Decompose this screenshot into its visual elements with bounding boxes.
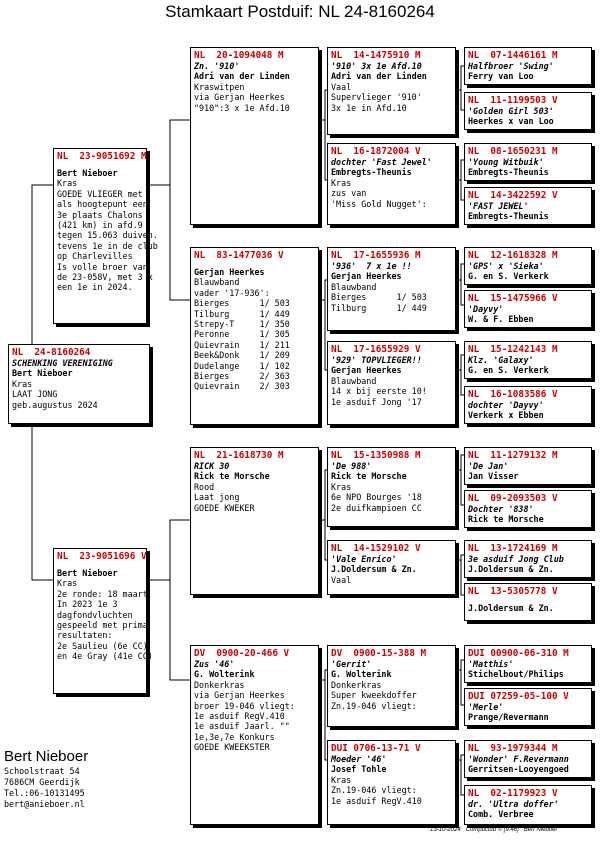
detail-line: "910":3 x 1e Afd.10 <box>194 102 290 113</box>
detail-line: 'Miss Gold Nugget': <box>331 198 427 209</box>
detail-line: Tilburg 1/ 449 <box>194 308 290 319</box>
ring-number: NL 07-1446161 M <box>468 50 558 61</box>
detail-line: 1e,3e,7e Konkurs <box>194 731 275 742</box>
pigeon-nickname: 'Gerrit' <box>331 659 372 669</box>
detail-line: Kras <box>331 774 352 785</box>
detail-line: Rood <box>194 481 215 492</box>
breeder-name: Gerjan Heerkes <box>331 271 402 282</box>
detail-line: Quievrain 1/ 211 <box>194 339 290 350</box>
breeder-name: Ferry van Loo <box>468 71 534 82</box>
pedigree-card-g15[interactable] <box>464 740 592 778</box>
ring-number: NL 09-2093503 V <box>468 493 558 504</box>
pedigree-card-g3[interactable] <box>464 143 592 181</box>
pedigree-card-sds[interactable] <box>327 247 456 331</box>
detail-line: Kras <box>57 578 78 589</box>
detail-line: dagfondvluchten <box>57 609 133 620</box>
breeder-name: Gerjan Heerkes <box>331 365 402 376</box>
ring-number: DV 0900-20-466 V <box>194 648 290 659</box>
pedigree-card-ssd[interactable] <box>327 143 456 225</box>
pedigree-card-g6[interactable] <box>464 290 592 328</box>
detail-line: Bierges 1/ 503 <box>194 298 290 309</box>
pedigree-card-g12[interactable] <box>464 583 592 621</box>
ring-number: NL 93-1979344 M <box>468 743 558 754</box>
pedigree-card-g9[interactable] <box>464 447 592 485</box>
pigeon-nickname: RICK 30 <box>194 461 230 471</box>
pigeon-nickname: '910' 3x 1e Afd.10 <box>331 61 422 71</box>
pigeon-nickname: 3e asduif Jong Club <box>468 554 564 564</box>
pedigree-card-dss[interactable] <box>327 447 456 527</box>
detail-line: Tilburg 1/ 449 <box>331 302 427 313</box>
pedigree-card-g4[interactable] <box>464 187 592 225</box>
pedigree-card-ss[interactable] <box>190 47 319 225</box>
detail-line: geb.augustus 2024 <box>12 399 98 410</box>
detail-line: Blauwband <box>331 281 377 292</box>
ring-number: DUI 0706-13-71 V <box>331 743 421 754</box>
owner-city: 7686CM Geerdijk <box>4 777 80 787</box>
pigeon-nickname: 'Vale Enrico' <box>331 554 397 564</box>
detail-line: Peronne 1/ 305 <box>194 329 290 340</box>
pigeon-nickname: '929' TOPVLIEGER!! <box>331 355 422 365</box>
breeder-name: J.Doldersum & Zn. <box>331 564 417 575</box>
detail-line: 6e NPO Bourges '18 <box>331 492 422 503</box>
ring-number: NL 11-1279132 M <box>468 450 558 461</box>
detail-line: 2e duifkampioen CC <box>331 502 422 513</box>
pedigree-card-ddd[interactable] <box>327 740 456 825</box>
ring-number: NL 15-1350988 M <box>331 450 421 461</box>
detail-line: Donkerkras <box>194 679 245 690</box>
pedigree-card-g11[interactable] <box>464 540 592 578</box>
detail-line: Kras <box>57 178 78 189</box>
breeder-name: Gerjan Heerkes <box>194 267 265 277</box>
ring-number: NL 23-9051696 V <box>57 551 147 562</box>
breeder-name: G. en S. Verkerk <box>468 365 549 376</box>
detail-line: Strepy-T 1/ 350 <box>194 319 290 330</box>
detail-line: (421 km) in afd.9 <box>57 220 143 231</box>
pigeon-nickname: Klz. 'Galaxy' <box>468 355 534 365</box>
pigeon-nickname: Moeder '46' <box>331 754 387 764</box>
owner-info <box>4 748 184 810</box>
ring-number: NL 83-1477036 V <box>194 250 284 261</box>
breeder-name: Rick te Morsche <box>468 514 544 525</box>
ring-number: NL 21-1618730 M <box>194 450 284 461</box>
detail-line: 1e asduif Jaarl. "" <box>194 721 290 732</box>
detail-line: via Gerjan Heerkes <box>194 92 285 103</box>
detail-line: 1e asduif Jong '17 <box>331 396 422 407</box>
pigeon-nickname: Halfbroer 'Swing' <box>468 61 554 71</box>
breeder-name: G. Wolterink <box>194 669 255 680</box>
detail-line: broer 19-046 vliegt: <box>194 700 295 711</box>
pedigree-card-g8[interactable] <box>464 386 592 424</box>
pigeon-nickname: 'Dayvy' <box>468 304 504 314</box>
pigeon-nickname: 'De 988' <box>331 461 372 471</box>
ring-number: NL 17-1655936 M <box>331 250 421 261</box>
detail-line: 1e asduif RegV.410 <box>194 711 285 722</box>
breeder-name: Stichelbout/Philips <box>468 669 564 680</box>
detail-line: Zn.19-046 vliegt: <box>331 785 417 796</box>
ring-number: NL 11-1199503 V <box>468 95 558 106</box>
detail-line: als hoogtepunt een <box>57 199 148 210</box>
pedigree-card-g2[interactable] <box>464 92 592 130</box>
ring-number: DUI 07259-05-100 V <box>468 691 569 702</box>
breeder-name: J.Doldersum & Zn. <box>468 564 554 575</box>
pigeon-nickname: 'Wonder' F.Revermann <box>468 754 569 764</box>
breeder-name: G. en S. Verkerk <box>468 271 549 282</box>
detail-line: 2e Saulieu (6e CC) <box>57 640 148 651</box>
detail-line: 14 x bij eerste 10! <box>331 386 427 397</box>
pedigree-card-dsd[interactable] <box>327 540 456 595</box>
detail-line: zus van <box>331 188 367 199</box>
ring-number: NL 14-3422592 V <box>468 190 558 201</box>
breeder-name: Adri van der Linden <box>331 71 427 82</box>
pigeon-nickname: Dochter '838' <box>468 504 534 514</box>
detail-line: Kras <box>331 177 352 188</box>
pigeon-nickname: SCHENKING VERENIGING <box>12 358 113 368</box>
pedigree-card-g16[interactable] <box>464 785 592 825</box>
detail-line: 3x 1e in Afd.10 <box>331 102 407 113</box>
pigeon-nickname: dochter 'Dayvy' <box>468 400 544 410</box>
pigeon-nickname: 'De Jan' <box>468 461 509 471</box>
pigeon-nickname: 'Golden Girl 503' <box>468 106 554 116</box>
detail-line: Kras <box>12 378 33 389</box>
pigeon-nickname: Zn. '910' <box>194 61 240 71</box>
breeder-name: Prange/Revermann <box>468 712 549 723</box>
detail-line: Quievrain 2/ 303 <box>194 381 290 392</box>
owner-name: Bert Nieboer <box>4 748 89 765</box>
pedigree-card-dd[interactable] <box>190 645 319 825</box>
pigeon-nickname: 'FAST JEWEL' <box>468 201 529 211</box>
detail-line: Dudelange 1/ 102 <box>194 360 290 371</box>
ring-number: NL 17-1655929 V <box>331 344 421 355</box>
footer-credit: 13-10-2024 Compuclub © [9.46] Bert Nieboer <box>430 827 558 833</box>
owner-address: Schoolstraat 54 <box>4 766 80 776</box>
breeder-name: Rick te Morsche <box>331 471 407 482</box>
pigeon-nickname: Zus '46' <box>194 659 235 669</box>
pedigree-card-dds[interactable] <box>327 645 456 727</box>
detail-line: 2e ronde: 18 maart <box>57 588 148 599</box>
detail-line: Vaal <box>331 81 352 92</box>
detail-line: GOEDE KWEKER <box>194 502 255 513</box>
ring-number: NL 02-1179923 V <box>468 788 558 799</box>
pigeon-nickname: dr. 'Ultra doffer' <box>468 799 559 809</box>
breeder-name: Gerritsen-Looyengoed <box>468 764 569 775</box>
detail-line: GOEDE KWEEKSTER <box>194 742 270 753</box>
ring-number: DV 0900-15-388 M <box>331 648 427 659</box>
detail-line: Kras <box>331 481 352 492</box>
pigeon-nickname: '936' 7 x 1e !! <box>331 261 412 271</box>
breeder-name: Embregts-Theunis <box>468 211 549 222</box>
pigeon-nickname: 'Merle' <box>468 702 504 712</box>
breeder-name: W. & F. Ebben <box>468 314 534 325</box>
detail-line: Blauwband <box>194 277 240 288</box>
page-title: Stamkaart Postduif: NL 24-8160264 <box>165 2 435 21</box>
pigeon-nickname: dochter 'Fast Jewel' <box>331 157 432 167</box>
pedigree-card-subject[interactable] <box>8 344 150 424</box>
pigeon-nickname: 'Matthis' <box>468 659 514 669</box>
detail-line: LAAT JONG <box>12 389 58 400</box>
detail-line: Donkerkras <box>331 679 382 690</box>
detail-line: op Charlevilles <box>57 251 133 262</box>
ring-number: NL 15-1242143 M <box>468 344 558 355</box>
detail-line: Bierges 2/ 363 <box>194 371 290 382</box>
ring-number: NL 08-1650231 M <box>468 146 558 157</box>
detail-line: Kraswitpen <box>194 81 245 92</box>
breeder-name: Bert Nieboer <box>57 168 118 178</box>
breeder-name: Josef Tohle <box>331 764 387 775</box>
pedigree-card-dam[interactable] <box>53 548 153 694</box>
ring-number: NL 13-5305778 V <box>468 586 558 597</box>
breeder-name: Bert Nieboer <box>12 368 73 379</box>
ring-number: NL 20-1094048 M <box>194 50 284 61</box>
detail-line: en 4e Gray (41e CC) <box>57 651 153 662</box>
breeder-name: Jan Visser <box>468 471 519 482</box>
detail-line: een 1e in 2024. <box>57 282 133 293</box>
pedigree-card-g7[interactable] <box>464 341 592 379</box>
detail-line: Blauwband <box>331 375 377 386</box>
ring-number: NL 12-1618328 M <box>468 250 558 261</box>
detail-line: 3e plaats Chalons <box>57 209 143 220</box>
detail-line: GOEDE VLIEGER met <box>57 188 143 199</box>
pigeon-nickname: 'Young Witbuik' <box>468 157 544 167</box>
detail-line: In 2023 1e 3 <box>57 599 118 610</box>
pedigree-card-g14[interactable] <box>464 688 592 726</box>
pedigree-card-sdd[interactable] <box>327 341 456 425</box>
detail-line: gespeeld met prima <box>57 620 148 631</box>
breeder-name: J.Doldersum & Zn. <box>468 603 554 613</box>
detail-line: vader '17-936': <box>194 287 270 298</box>
ring-number: NL 16-1083586 V <box>468 389 558 400</box>
pedigree-card-g5[interactable] <box>464 247 592 285</box>
ring-number: NL 13-1724169 M <box>468 543 558 554</box>
breeder-name: Embregts-Theunis <box>331 167 412 178</box>
ring-number: NL 16-1872004 V <box>331 146 421 157</box>
detail-line: de 23-058V, met 3 x <box>57 272 153 283</box>
breeder-name: Embregts-Theunis <box>468 167 549 178</box>
detail-line: resultaten: <box>57 630 113 641</box>
breeder-name: Comb. Verbree <box>468 809 534 820</box>
owner-email: bert@anieboer.nl <box>4 799 85 809</box>
ring-number: NL 14-1529102 V <box>331 543 421 554</box>
owner-phone: Tel.:06-10131495 <box>4 788 85 798</box>
breeder-name: Adri van der Linden <box>194 71 290 82</box>
breeder-name: Heerkes x van Loo <box>468 116 554 127</box>
pedigree-card-sire[interactable] <box>53 148 158 324</box>
detail-line: Beek&Donk 1/ 209 <box>194 350 290 361</box>
pedigree-card-g13[interactable] <box>464 645 592 683</box>
detail-line: Is volle broer van <box>57 261 148 272</box>
detail-line: tevens 1e in de club <box>57 240 158 251</box>
detail-line: tegen 15.063 duiven. <box>57 230 158 241</box>
detail-line: Bierges 1/ 503 <box>331 292 427 303</box>
detail-line: 1e asduif RegV.410 <box>331 795 422 806</box>
pedigree-card-sd[interactable] <box>190 247 319 425</box>
detail-line: Vaal <box>331 574 352 585</box>
pedigree-card-sss[interactable] <box>327 47 456 135</box>
pigeon-nickname: 'GPS' x 'Sieka' <box>468 261 544 271</box>
ring-number: NL 23-9051692 M <box>57 151 147 162</box>
pedigree-card-ds[interactable] <box>190 447 319 595</box>
breeder-name: Verkerk x Ebben <box>468 410 544 421</box>
breeder-name: G. Wolterink <box>331 669 392 680</box>
detail-line: Laat jong <box>194 492 240 503</box>
detail-line: Supervlieger '910' <box>331 92 422 103</box>
detail-line: via Gerjan Heerkes <box>194 690 285 701</box>
pedigree-card-g1[interactable] <box>464 47 592 85</box>
ring-number: NL 15-1475966 V <box>468 293 558 304</box>
ring-number: DUI 00900-06-310 M <box>468 648 569 659</box>
breeder-name: Rick te Morsche <box>194 471 270 482</box>
ring-number: NL 14-1475910 M <box>331 50 421 61</box>
ring-number: NL 24-8160264 <box>12 347 91 358</box>
detail-line: Zn.19-046 vliegt: <box>331 700 417 711</box>
detail-line: Super kweekdoffer <box>331 690 417 701</box>
pedigree-card-g10[interactable] <box>464 490 592 528</box>
breeder-name: Bert Nieboer <box>57 568 118 578</box>
